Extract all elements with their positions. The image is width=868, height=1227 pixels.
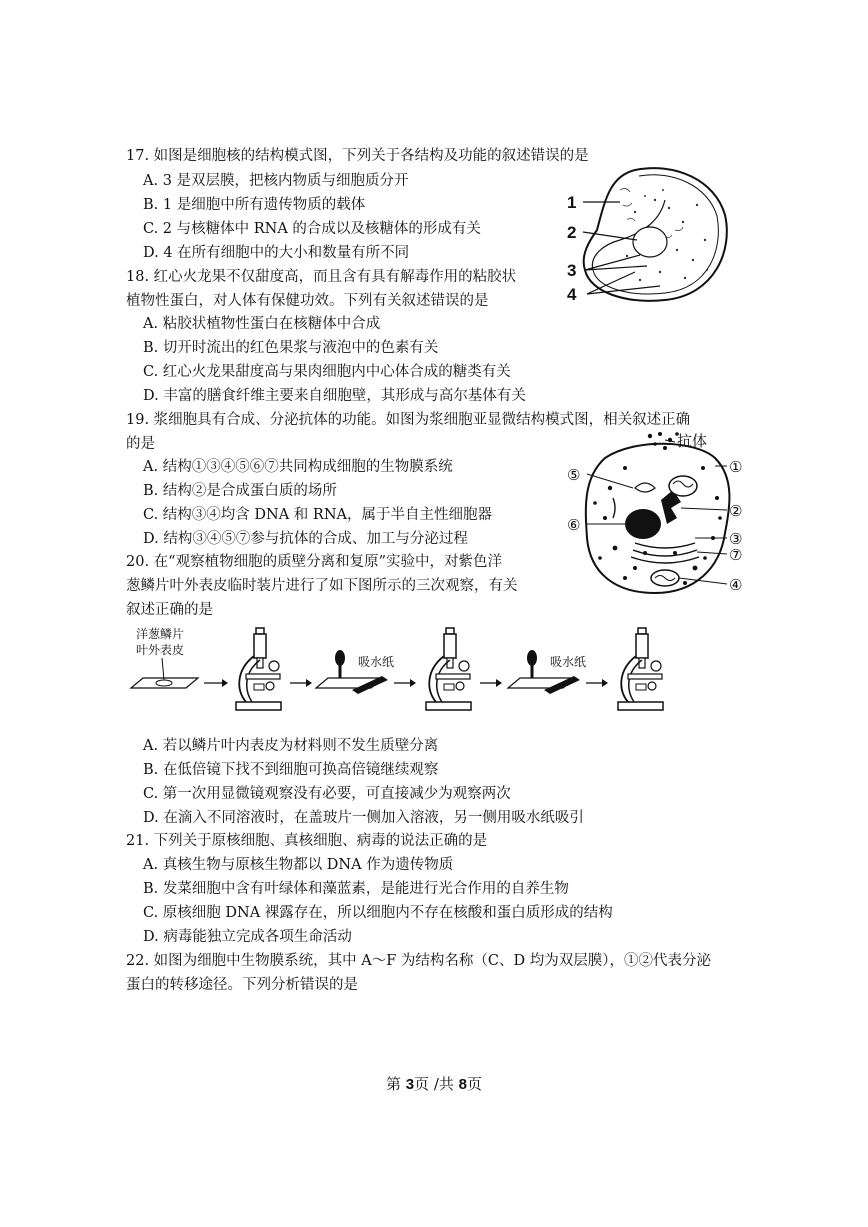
blotting-paper-label-2: 吸水纸 xyxy=(550,655,587,669)
q20-stem-line3: 叙述正确的是 xyxy=(126,602,213,618)
q17-option-d: D. 4 在所有细胞中的大小和数量有所不同 xyxy=(143,245,410,261)
q21-option-c: C. 原核细胞 DNA 裸露存在，所以细胞内不存在核酸和蛋白质形成的结构 xyxy=(143,905,613,921)
antibody-label: 抗体 xyxy=(677,432,708,450)
q19-stem-line2: 的是 xyxy=(126,436,155,452)
organelle-label-6: ⑥ xyxy=(567,516,581,534)
organelle-label-3: ③ xyxy=(729,530,743,548)
nucleus-label-1: 1 xyxy=(567,193,577,212)
q19-option-b: B. 结构②是合成蛋白质的场所 xyxy=(143,483,337,499)
q18-option-a: A. 粘胶状植物性蛋白在核糖体中合成 xyxy=(143,316,381,332)
q20-option-b: B. 在低倍镜下找不到细胞可换高倍镜继续观察 xyxy=(143,762,439,778)
q19-option-d: D. 结构③④⑤⑦参与抗体的合成、加工与分泌过程 xyxy=(143,531,468,547)
nucleus-label-3: 3 xyxy=(567,261,577,280)
footer-suffix: 页 xyxy=(467,1075,483,1093)
q22-stem-line1: 22. 如图为细胞中生物膜系统，其中 A～F 为结构名称（C、D 均为双层膜），①②代表分泌 xyxy=(126,953,711,969)
q17-option-c: C. 2 与核糖体中 RNA 的合成以及核糖体的形成有关 xyxy=(143,221,481,237)
nucleus-label-4: 4 xyxy=(567,285,577,304)
q18-option-c: C. 红心火龙果甜度高与果肉细胞内中心体合成的糖类有关 xyxy=(143,364,511,380)
q21-option-b: B. 发菜细胞中含有叶绿体和藻蓝素，是能进行光合作用的自养生物 xyxy=(143,881,569,897)
q17-option-a: A. 3 是双层膜，把核内物质与细胞质分开 xyxy=(143,173,409,189)
current-page-number: 3 xyxy=(405,1076,415,1093)
q17-stem: 17. 如图是细胞核的结构模式图，下列关于各结构及功能的叙述错误的是 xyxy=(126,148,589,164)
q21-option-a: A. 真核生物与原核生物都以 DNA 作为遗传物质 xyxy=(143,857,454,873)
q18-option-b: B. 切开时流出的红色果浆与液泡中的色素有关 xyxy=(143,340,439,356)
q18-stem-line1: 18. 红心火龙果不仅甜度高，而且含有具有解毒作用的粘胶状 xyxy=(126,269,517,285)
organelle-label-2: ② xyxy=(729,502,743,520)
q18-option-d: D. 丰富的膳食纤维主要来自细胞壁，其形成与高尔基体有关 xyxy=(143,388,526,404)
q19-option-a: A. 结构①③④⑤⑥⑦共同构成细胞的生物膜系统 xyxy=(143,459,453,475)
experiment-procedure-diagram xyxy=(126,620,696,725)
q20-stem-line2: 葱鳞片叶外表皮临时装片进行了如下图所示的三次观察，有关 xyxy=(126,578,518,594)
q20-option-a: A. 若以鳞片叶内表皮为材料则不发生质壁分离 xyxy=(143,738,439,754)
q20-option-c: C. 第一次用显微镜观察没有必要，可直接减少为观察两次 xyxy=(143,786,511,802)
q21-stem: 21. 下列关于原核细胞、真核细胞、病毒的说法正确的是 xyxy=(126,833,488,849)
footer-middle: 页 /共 xyxy=(414,1075,459,1093)
q20-option-d: D. 在滴入不同溶液时，在盖玻片一侧加入溶液，另一侧用吸水纸吸引 xyxy=(143,810,584,826)
q19-stem-line1: 19. 浆细胞具有合成、分泌抗体的功能。如图为浆细胞亚显微结构模式图，相关叙述正确 xyxy=(126,412,691,428)
sample-label-line1: 洋葱鳞片 xyxy=(136,627,185,641)
organelle-label-4: ④ xyxy=(729,576,743,594)
footer-prefix: 第 xyxy=(385,1075,406,1093)
page-footer xyxy=(0,1073,868,1094)
q17-option-b: B. 1 是细胞中所有遗传物质的载体 xyxy=(143,197,366,213)
organelle-label-7: ⑦ xyxy=(729,546,743,564)
sample-label-line2: 叶外表皮 xyxy=(136,643,185,657)
total-page-number: 8 xyxy=(458,1076,468,1093)
plasma-cell-diagram xyxy=(565,428,755,598)
q22-stem-line2: 蛋白的转移途径。下列分析错误的是 xyxy=(126,977,358,993)
organelle-label-1: ① xyxy=(729,458,743,476)
organelle-label-5: ⑤ xyxy=(567,466,581,484)
q18-stem-line2: 植物性蛋白，对人体有保健功效。下列有关叙述错误的是 xyxy=(126,293,489,309)
q21-option-d: D. 病毒能独立完成各项生命活动 xyxy=(143,929,352,945)
q20-stem-line1: 20. 在“观察植物细胞的质壁分离和复原”实验中，对紫色洋 xyxy=(126,554,502,570)
q19-option-c: C. 结构③④均含 DNA 和 RNA，属于半自主性细胞器 xyxy=(143,507,492,523)
blotting-paper-label-1: 吸水纸 xyxy=(358,655,395,669)
nucleus-label-2: 2 xyxy=(567,223,577,242)
nucleus-diagram xyxy=(565,160,735,310)
